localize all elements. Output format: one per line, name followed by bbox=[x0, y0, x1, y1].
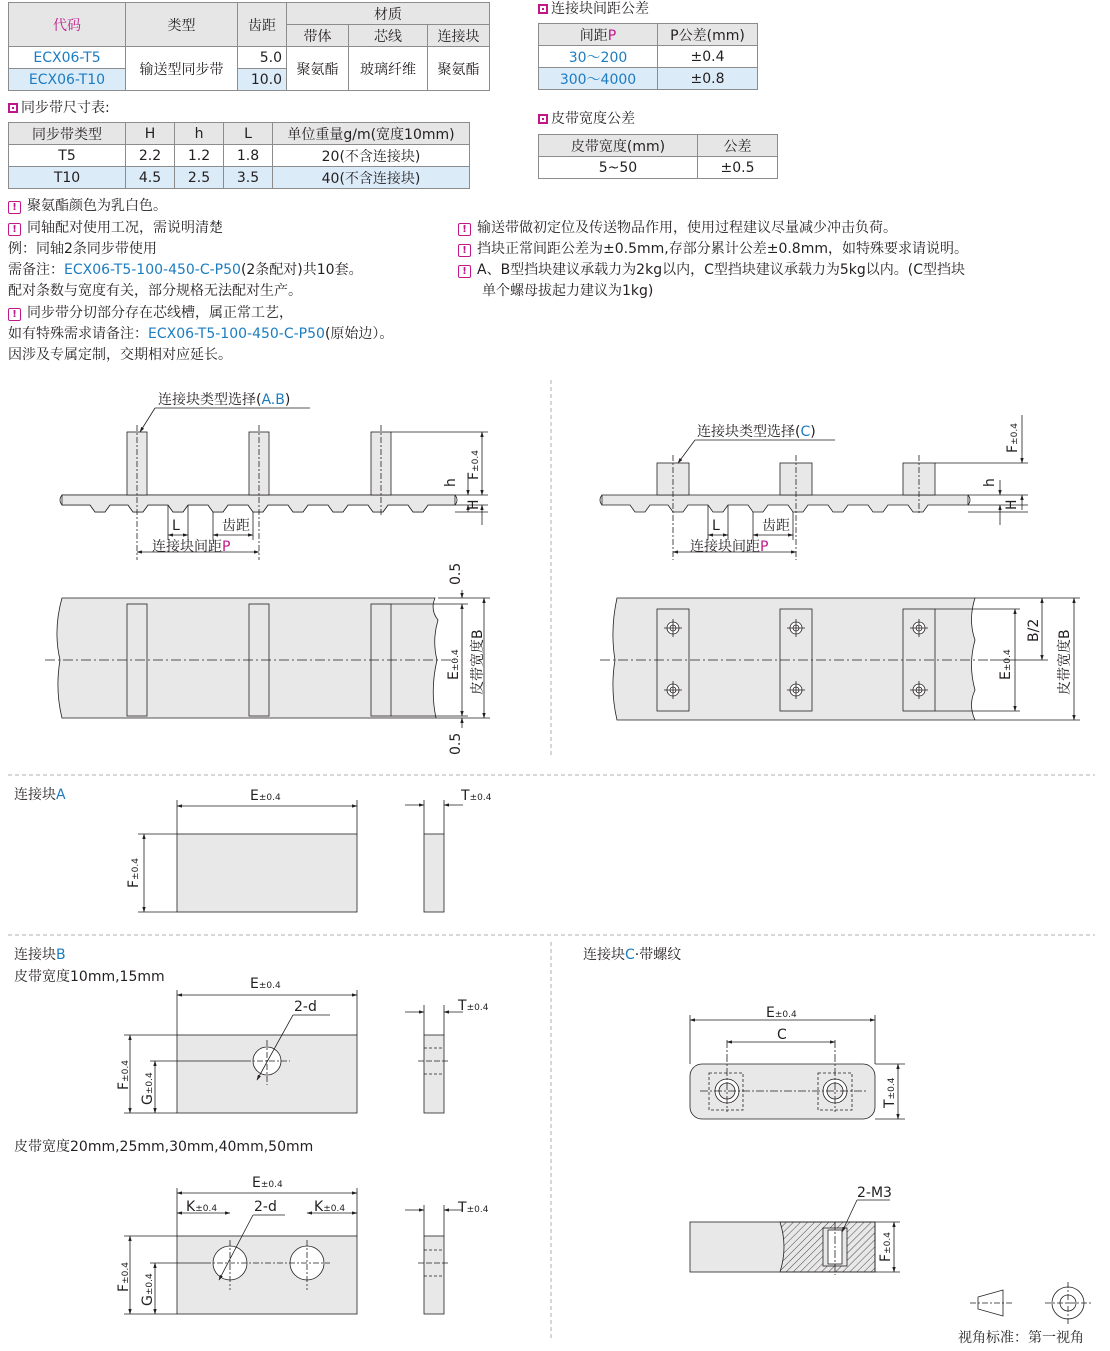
label-E: E±0.4 bbox=[446, 649, 462, 680]
label-offset-bottom: 0.5 bbox=[448, 732, 464, 755]
size-header: 单位重量g/m(宽度10mm) bbox=[273, 123, 470, 145]
label-F: F±0.4 bbox=[116, 1262, 132, 1292]
header-core: 芯线 bbox=[348, 25, 427, 47]
view-standard-label: 视角标准：第一视角 bbox=[958, 1330, 1084, 1346]
code-t10: ECX06-T10 bbox=[9, 69, 126, 91]
label-E: E±0.4 bbox=[998, 649, 1014, 680]
size-cell: 4.5 bbox=[126, 167, 175, 189]
tol-p-header-pitch: 间距P bbox=[539, 24, 658, 46]
note-icon: ! bbox=[458, 244, 471, 257]
note-r3-line2: 单个螺母拔起力建议为1kg) bbox=[482, 283, 654, 299]
label-E: E±0.4 bbox=[766, 1005, 797, 1021]
size-header: h bbox=[175, 123, 224, 145]
block-a-title: 连接块A bbox=[14, 787, 66, 803]
label-d: 2-d bbox=[294, 999, 317, 1015]
bullet-square-icon bbox=[8, 103, 18, 113]
size-header: 同步带类型 bbox=[9, 123, 126, 145]
header-code: 代码 bbox=[9, 3, 126, 47]
note-2: ! 同轴配对使用工况，需说明清楚 bbox=[8, 218, 223, 238]
tol-p-value: ±0.8 bbox=[658, 68, 758, 90]
size-cell: 2.5 bbox=[175, 167, 224, 189]
tol-p-value: ±0.4 bbox=[658, 46, 758, 68]
label-F: F±0.4 bbox=[116, 1060, 132, 1090]
note-3-line3: 因涉及专属定制，交期相对应延长。 bbox=[8, 347, 232, 363]
tol-p-header-tol: P公差(mm) bbox=[658, 24, 758, 46]
label-H: H bbox=[466, 499, 482, 510]
label-H: H bbox=[1004, 499, 1020, 510]
label-E: E±0.4 bbox=[250, 976, 281, 992]
note-2-line2: 例：同轴2条同步带使用 bbox=[8, 241, 157, 257]
label-d: 2-d bbox=[254, 1199, 277, 1215]
tol-p-table bbox=[538, 23, 758, 90]
label-C: C bbox=[777, 1027, 787, 1043]
size-table bbox=[8, 122, 470, 189]
label-type-ab: 连接块类型选择(A.B) bbox=[158, 392, 291, 408]
note-r3: ! A、B型挡块建议承载力为2kg以内，C型挡块建议承载力为5kg以内。(C型挡块 bbox=[458, 260, 965, 280]
size-cell: T10 bbox=[9, 167, 126, 189]
tol-p-range: 30～200 bbox=[539, 46, 658, 68]
note-1: ! 聚氨酯颜色为乳白色。 bbox=[8, 196, 167, 216]
label-L: L bbox=[712, 518, 720, 534]
type-value: 输送型同步带 bbox=[126, 47, 238, 91]
belt-value: 聚氨酯 bbox=[287, 47, 349, 91]
code-t5: ECX06-T5 bbox=[9, 47, 126, 69]
belt-ab-side-view bbox=[60, 408, 488, 560]
label-offset-top: 0.5 bbox=[448, 562, 464, 585]
label-K: K±0.4 bbox=[186, 1199, 218, 1215]
width-header: 皮带宽度(mm) bbox=[539, 135, 698, 157]
size-header: H bbox=[126, 123, 175, 145]
bullet-square-icon bbox=[538, 114, 548, 124]
bullet-square-icon bbox=[538, 4, 548, 14]
size-cell: 1.8 bbox=[224, 145, 273, 167]
label-pitch: 齿距 bbox=[762, 518, 790, 534]
width-cell: ±0.5 bbox=[698, 157, 778, 179]
block-b-title: 连接块B bbox=[14, 947, 66, 963]
label-width: 皮带宽度B bbox=[470, 629, 486, 695]
size-cell: 2.2 bbox=[126, 145, 175, 167]
size-cell: 40(不含连接块) bbox=[273, 167, 470, 189]
label-spacing: 连接块间距P bbox=[690, 539, 769, 555]
block-b-sub2: 皮带宽度20mm,25mm,30mm,40mm,50mm bbox=[14, 1139, 314, 1155]
technical-drawings bbox=[0, 370, 1110, 1351]
note-icon: ! bbox=[458, 223, 471, 236]
header-type: 类型 bbox=[126, 3, 238, 47]
block-c-section-drawing bbox=[690, 1200, 900, 1275]
note-2-line3: 需备注：ECX06-T5-100-450-C-P50(2条配对)共10套。 bbox=[8, 262, 363, 278]
note-2-line4: 配对条数与宽度有关，部分规格无法配对生产。 bbox=[8, 283, 302, 299]
label-F: F±0.4 bbox=[878, 1232, 894, 1262]
first-angle-projection-icon bbox=[970, 1282, 1091, 1324]
size-cell: 1.2 bbox=[175, 145, 224, 167]
pitch-t10: 10.0 bbox=[238, 69, 287, 91]
note-3: ! 同步带分切部分存在芯线槽，属正常工艺， bbox=[8, 303, 293, 323]
pitch-t5: 5.0 bbox=[238, 47, 287, 69]
main-spec-table bbox=[8, 2, 490, 91]
label-F: F±0.4 bbox=[126, 858, 142, 888]
note-r1: ! 输送带做初定位及传送物品作用，使用过程建议尽量减少冲击负荷。 bbox=[458, 218, 897, 238]
label-half: B/2 bbox=[1026, 618, 1042, 642]
label-F: F±0.4 bbox=[1005, 423, 1021, 453]
size-table-title: 同步带尺寸表: bbox=[8, 98, 110, 118]
label-G: G±0.4 bbox=[140, 1072, 156, 1105]
header-pitch: 齿距 bbox=[238, 3, 287, 47]
note-r2: ! 挡块正常间距公差为±0.5mm,存部分累计公差±0.8mm，如特殊要求请说明。 bbox=[458, 239, 968, 259]
note-icon: ! bbox=[8, 308, 21, 321]
label-T: T±0.4 bbox=[458, 1200, 489, 1216]
note-icon: ! bbox=[8, 223, 21, 236]
label-E: E±0.4 bbox=[250, 788, 281, 804]
label-T: T±0.4 bbox=[882, 1077, 898, 1108]
width-header: 公差 bbox=[698, 135, 778, 157]
label-L: L bbox=[172, 518, 180, 534]
header-belt: 带体 bbox=[287, 25, 349, 47]
label-width: 皮带宽度B bbox=[1057, 629, 1073, 695]
header-block: 连接块 bbox=[427, 25, 489, 47]
width-table bbox=[538, 134, 778, 179]
block-a-drawing bbox=[138, 800, 463, 912]
width-cell: 5~50 bbox=[539, 157, 698, 179]
tol-p-range: 300～4000 bbox=[539, 68, 658, 90]
note-3-line2: 如有特殊需求请备注：ECX06-T5-100-450-C-P50(原始边）。 bbox=[8, 326, 394, 342]
label-h: h bbox=[443, 478, 459, 487]
label-spacing: 连接块间距P bbox=[152, 539, 231, 555]
width-table-title: 皮带宽度公差 bbox=[538, 109, 635, 129]
note-icon: ! bbox=[458, 265, 471, 278]
block-c-top-drawing bbox=[690, 1015, 905, 1119]
label-E: E±0.4 bbox=[252, 1175, 283, 1191]
belt-ab-top-view bbox=[45, 590, 490, 728]
label-T: T±0.4 bbox=[458, 998, 489, 1014]
label-G: G±0.4 bbox=[140, 1273, 156, 1306]
label-thread: 2-M3 bbox=[857, 1185, 892, 1201]
label-K: K±0.4 bbox=[314, 1199, 346, 1215]
header-material: 材质 bbox=[287, 3, 490, 25]
block-b-sub1: 皮带宽度10mm,15mm bbox=[14, 969, 165, 985]
size-cell: T5 bbox=[9, 145, 126, 167]
label-T: T±0.4 bbox=[461, 788, 492, 804]
note-icon: ! bbox=[8, 201, 21, 214]
size-header: L bbox=[224, 123, 273, 145]
tol-p-title: 连接块间距公差 bbox=[538, 0, 649, 19]
core-value: 玻璃纤维 bbox=[348, 47, 427, 91]
label-F: F±0.4 bbox=[466, 450, 482, 480]
block-c-title: 连接块C·带螺纹 bbox=[583, 947, 682, 963]
label-type-c: 连接块类型选择(C) bbox=[697, 424, 816, 440]
label-pitch: 齿距 bbox=[222, 518, 250, 534]
block-value: 聚氨酯 bbox=[427, 47, 489, 91]
size-cell: 20(不含连接块) bbox=[273, 145, 470, 167]
label-h: h bbox=[982, 478, 998, 487]
size-cell: 3.5 bbox=[224, 167, 273, 189]
block-b-wide-drawing bbox=[124, 1188, 463, 1314]
